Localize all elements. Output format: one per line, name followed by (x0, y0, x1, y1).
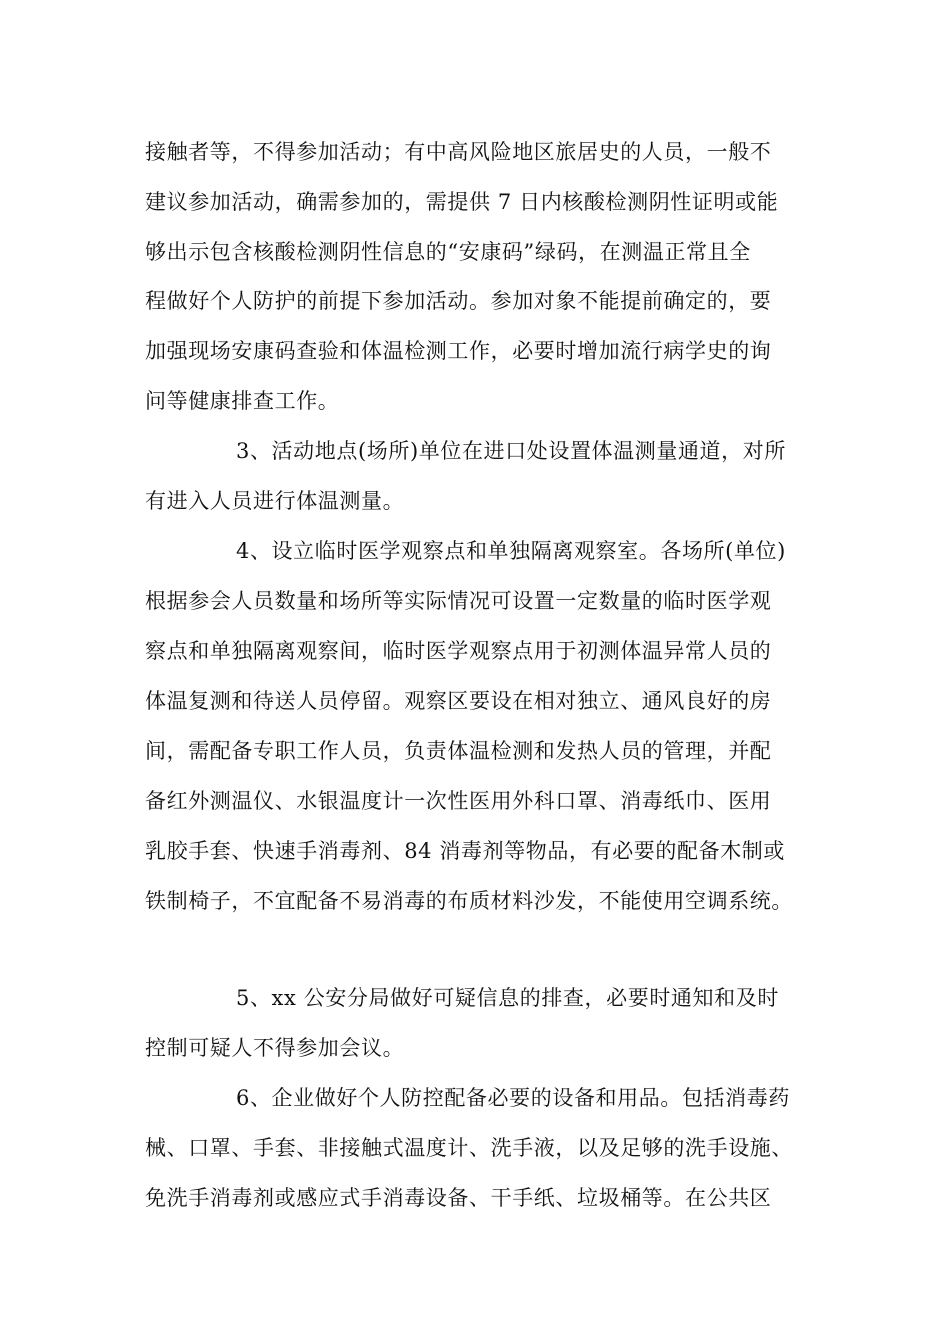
text-line: 接触者等，不得参加活动；有中高风险地区旅居史的人员，一般不 (145, 140, 772, 164)
text-line: 察点和单独隔离观察间，临时医学观察点用于初测体温异常人员的 (145, 639, 772, 663)
text-line: 体温复测和待送人员停留。观察区要设在相对独立、通风良好的房 (145, 689, 772, 713)
text-line: 间，需配备专职工作人员，负责体温检测和发热人员的管理，并配 (145, 739, 772, 763)
text-line: 有进入人员进行体温测量。 (145, 489, 405, 513)
text-line: 程做好个人防护的前提下参加活动。参加对象不能提前确定的，要 (145, 289, 772, 313)
text-line: 械、口罩、手套、非接触式温度计、洗手液，以及足够的洗手设施、 (145, 1136, 793, 1160)
text-line: 建议参加活动，确需参加的，需提供 7 日内核酸检测阴性证明或能 (145, 190, 779, 214)
text-line: 问等健康排查工作。 (145, 389, 340, 413)
text-line: 免洗手消毒剂或感应式手消毒设备、干手纸、垃圾桶等。在公共区 (145, 1186, 772, 1210)
text-line: 够出示包含核酸检测阴性信息的“安康码”绿码，在测温正常且全 (145, 240, 751, 264)
text-line: 加强现场安康码查验和体温检测工作，必要时增加流行病学史的询 (145, 339, 772, 363)
paragraph-4-first-line: 4、设立临时医学观察点和单独隔离观察室。各场所(单位) (236, 539, 786, 563)
text-line: 乳胶手套、快速手消毒剂、84 消毒剂等物品，有必要的配备木制或 (145, 839, 785, 863)
paragraph-5-first-line: 5、xx 公安分局做好可疑信息的排查，必要时通知和及时 (236, 986, 779, 1010)
paragraph-6-first-line: 6、企业做好个人防控配备必要的设备和用品。包括消毒药 (236, 1086, 790, 1110)
text-line: 根据参会人员数量和场所等实际情况可设置一定数量的临时医学观 (145, 589, 772, 613)
paragraph-3-first-line: 3、活动地点(场所)单位在进口处设置体温测量通道，对所 (236, 439, 786, 463)
text-line: 备红外测温仪、水银温度计一次性医用外科口罩、消毒纸巾、医用 (145, 789, 772, 813)
text-line: 铁制椅子，不宜配备不易消毒的布质材料沙发，不能使用空调系统。 (145, 889, 793, 913)
text-line: 控制可疑人不得参加会议。 (145, 1036, 405, 1060)
